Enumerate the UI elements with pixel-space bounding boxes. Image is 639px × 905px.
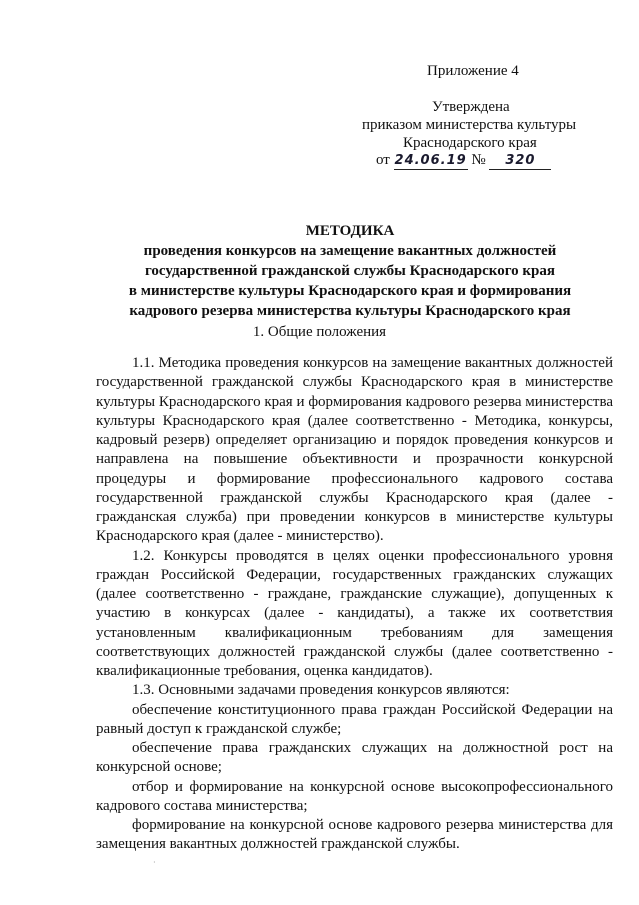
task-item-3: отбор и формирование на конкурсной основе высокопрофессионального кадрового состава министерства; [96, 778, 613, 814]
handwritten-number: 320 [489, 153, 551, 170]
paragraph-1-2: 1.2. Конкурсы проводятся в целях оценки профессионального уровня граждан Российской Федерации, государственных гражданских служащих (далее соответственно - граждане, гражданские служащие), допущенных к участию в конкурсах (далее - кандидаты), а также их соответствия установленным квалификационным требованиям для замещения соответствующих должностей гражданской службы (далее соответственно - квалификационные требования, оценка кандидатов). [96, 547, 613, 679]
task-item-1: обеспечение конституционного права граждан Российской Федерации на равный доступ к гражданской службе; [96, 701, 613, 737]
order-line-1: приказом министерства культуры [362, 117, 577, 133]
date-prefix: от [376, 152, 390, 168]
handwritten-date: 24.06.19 [394, 153, 467, 168]
number-prefix: № [471, 152, 486, 168]
title-line-3: в министерстве культуры Краснодарского края и формирования [128, 283, 572, 299]
title-line-2: государственной гражданской службы Краснодарского края [144, 263, 556, 279]
task-item-2: обеспечение права гражданских служащих на должностной рост на конкурсной основе; [96, 740, 613, 776]
title-line-4: кадрового резерва министерства культуры Краснодарского края [129, 303, 571, 319]
approved-label: Утверждена [432, 99, 510, 115]
order-line-2: Краснодарского края [403, 135, 537, 151]
appendix-label: Приложение 4 [427, 63, 519, 79]
task-item-4: формирование на конкурсной основе кадрового резерва министерства для замещения вакантных должностей гражданской службы. [96, 817, 613, 853]
paragraph-1-3: 1.3. Основными задачами проведения конкурсов являются: [132, 682, 510, 699]
order-date-line [376, 150, 551, 170]
title-main: МЕТОДИКА [305, 223, 395, 239]
scan-speck: · [153, 858, 156, 867]
paragraph-1-1: 1.1. Методика проведения конкурсов на замещение вакантных должностей государственной гражданской службы Краснодарского края в министерстве культуры Краснодарского края и формирования кадрового резерва министерства культуры Краснодарского края (далее соответственно - Методика, конкурсы, кадровый резерв) определяет организацию и порядок проведения конкурсов и направлена на повышение объективности и прозрачности конкурсной процедуры и формирование профессионального кадрового состава государственной гражданской службы Краснодарского края (далее - гражданская служба) при проведении конкурсов в министерстве культуры Краснодарского края (далее - министерство). [96, 355, 613, 545]
section-heading: 1. Общие положения [252, 324, 387, 340]
document-title [100, 221, 600, 321]
section-body [96, 354, 613, 855]
title-line-1: проведения конкурсов на замещение вакантных должностей [143, 243, 557, 259]
